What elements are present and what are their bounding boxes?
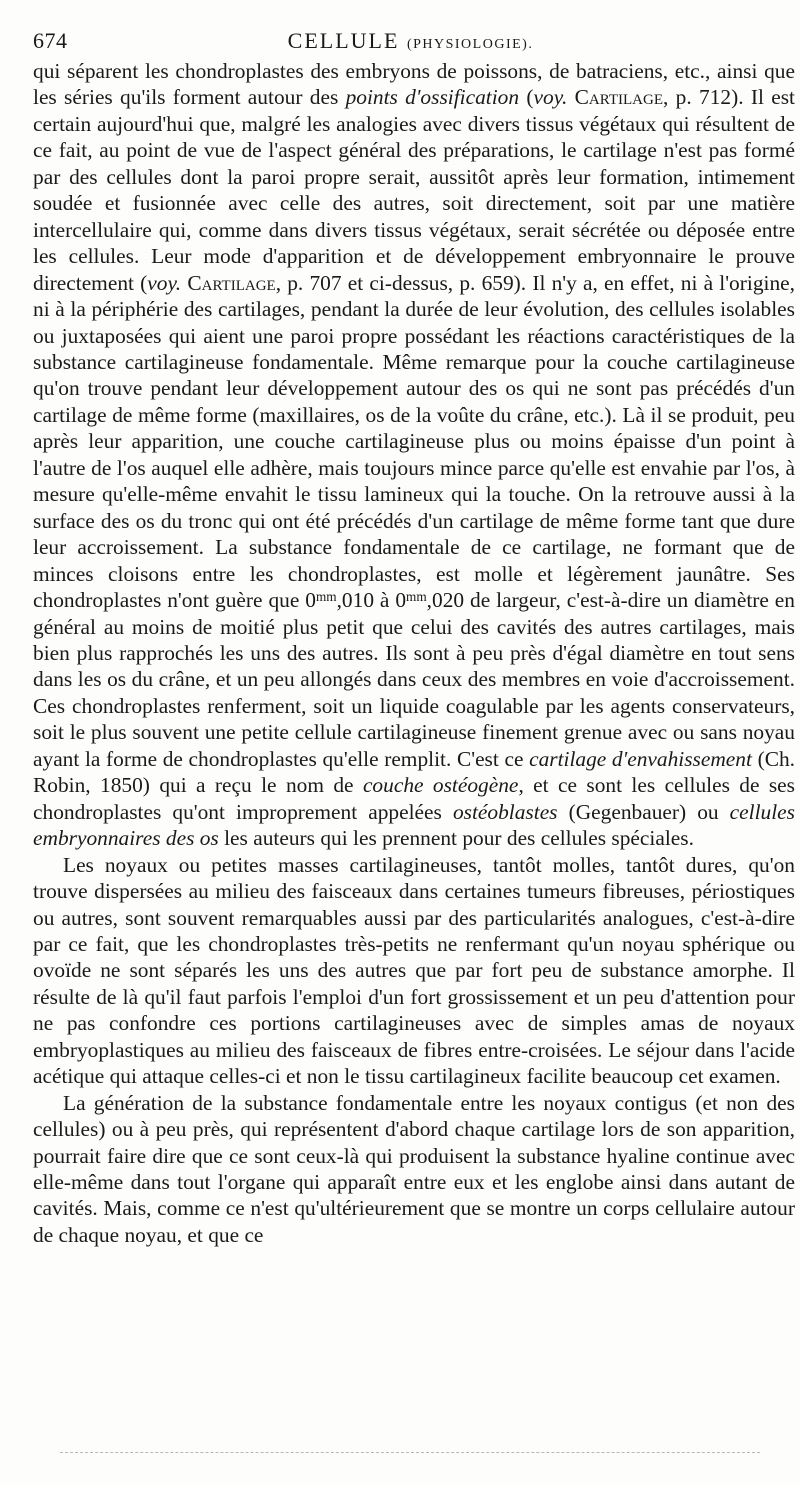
italic-text: couche ostéogène xyxy=(362,773,519,798)
running-title xyxy=(33,28,788,54)
footer-rule xyxy=(60,1452,760,1453)
italic-text: ostéoblastes xyxy=(452,799,558,824)
text-run: ,010 à 0 xyxy=(336,588,407,613)
italic-text: voy. xyxy=(147,270,182,295)
text-run: les auteurs qui les prennent pour des cellules spéciales. xyxy=(218,826,694,851)
text-run: Les noyaux ou petites masses cartilagineuses, tantôt molles, tantôt dures, qu'on trouve dispersées au milieu des faisceaux dans certaines tumeurs fibreuses, périostiques ou autres, sont souvent remarquables aussi par des particularités analogues, c'est-à-dire par ce fait, que les chondroplastes très-petits ne renfermant qu'un noyau sphérique ou ovoïde ne sont séparés les uns des autres que par fort peu de substance amorphe. Il résulte de là qu'il faut parfois l'emploi d'un fort grossissement et un peu d'attention pour ne pas confondre ces portions cartilagineuses avec de simples amas de noyaux embryoplastiques au milieu des faisceaux de fibres entre-croisées. Le séjour dans l'acide acétique qui attaque celles-ci et non le tissu cartilagineux facilite beaucoup cet examen. xyxy=(33,852,795,1089)
text-run: qui séparent les chondroplastes des embryons de poissons, de batraciens, etc., ainsi que les séries qu'ils forment autour des xyxy=(33,59,795,110)
italic-text: cellules embryonnaires des os xyxy=(33,799,795,851)
text-run: , et ce sont les cellules de ses chondroplastes qu'ont improprement appelées xyxy=(33,773,796,824)
superscript-unit: mm xyxy=(406,589,427,605)
paragraph xyxy=(33,852,795,1090)
running-title-subtitle: (PHYSIOLOGIE). xyxy=(406,37,534,52)
text-run: , p. 712). Il est certain aujourd'hui que, malgré les analogies avec divers tissus végétaux qui résultent de ce fait, au point de vue de l'aspect général des préparations, le cartilage n'est pas formé par des cellules dont la paroi propre serait, aussitôt après leur formation, intimement soudée et fusionnée avec celle des autres, soit directement, soit par une matière intercellulaire qui, comme dans divers tissus végétaux, serait sécrétée ou déposée entre les cellules. Leur mode d'apparition et de développement embryonnaire le prouve directement ( xyxy=(33,85,795,295)
text-run: , p. 707 et ci-dessus, p. 659). Il n'y a, en effet, ni à l'origine, ni à la périphérie des cartilages, pendant la durée de leur évolution, des cellules isolables ou juxtaposées qui aient une paroi propre possédant les réactions caractéristiques de la substance cartilagineuse fondamentale. Même remarque pour la couche cartilagineuse qu'on trouve pendant leur développement autour des os qui ne sont pas précédés d'un cartilage de même forme (maxillaires, os de la voûte du crâne, etc.). Là il se produit, peu après leur apparition, une couche cartilagineuse plus ou moins épaisse d'un point à l'autre de l'os auquel elle adhère, mais toujours mince parce qu'elle est envahie par l'os, à mesure qu'elle-même envahit le tissu lamineux qui la touche. On la retrouve aussi à la surface des os du tronc qui ont été précédés d'un cartilage de même forme tant que dure leur accroissement. La substance fondamentale de ce cartilage, ne formant que de minces cloisons entre les chondroplastes, est molle et légèrement jaunâtre. Ses chondroplastes n'ont guère que 0 xyxy=(33,270,795,613)
body-text xyxy=(33,58,795,1248)
italic-text: cartilage d'envahissement xyxy=(529,746,752,771)
text-run: ,020 de largeur, c'est-à-dire un diamètre en général au moins de moitié plus petit que celui des cavités des autres cartilages, mais bien plus rapprochés les uns des autres. Ils sont à peu près d'égal diamètre en tout sens dans les os du crâne, et un peu allongés dans ceux des membres en voie d'accroissement. Ces chondroplastes renferment, soit un liquide coagulable par les agents conservateurs, soit le plus souvent une petite cellule cartilagineuse finement grenue avec ou sans noyau ayant la forme de chondroplastes qu'elle remplit. C'est ce xyxy=(33,588,795,771)
text-run: (Ch. Robin, 1850) qui a reçu le nom de xyxy=(33,746,796,798)
page-number: 674 xyxy=(33,28,68,53)
italic-text: points d'ossification xyxy=(345,85,520,110)
superscript-unit: mm xyxy=(315,589,337,605)
paragraph xyxy=(33,58,795,852)
running-title-main: CELLULE xyxy=(287,28,400,53)
small-caps-text: Cartilage xyxy=(187,270,276,295)
running-header xyxy=(33,28,788,58)
text-run xyxy=(567,85,574,109)
italic-text: voy. xyxy=(533,85,568,110)
text-run: ( xyxy=(519,85,534,110)
text-run: La génération de la substance fondamentale entre les noyaux contigus (et non des cellules) ou à peu près, qui représentent d'abord chaque cartilage lors de son apparition, pourrait faire dire que ce sont ceux-là qui produisent la substance hyaline continue avec elle-même dans tout l'organe qui apparaît entre eux et les englobe ainsi dans autant de cavités. Mais, comme ce n'est qu'ultérieurement que se montre un corps cellulaire autour de chaque noyau, et que ce xyxy=(33,1090,795,1247)
paragraph xyxy=(33,1090,795,1249)
small-caps-text: Cartilage xyxy=(574,85,664,110)
text-run: (Gegenbauer) ou xyxy=(557,799,730,824)
